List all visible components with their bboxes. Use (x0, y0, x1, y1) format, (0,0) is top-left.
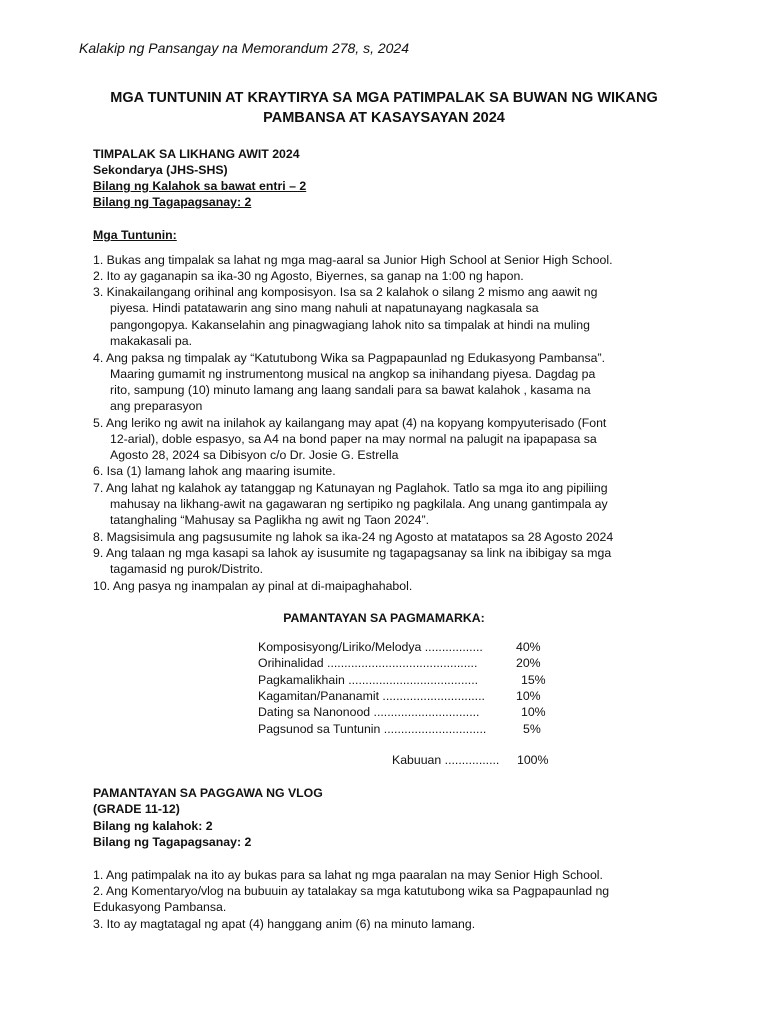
rule-line: 8. Magsisimula ang pagsusumite ng lahok sa ika-24 ng Agosto at matatapos sa 28 Agosto 2024 (93, 530, 614, 544)
rule-line: rito, sampung (10) minuto lamang ang laang sandali para sa bawat kalahok , kasama na (110, 383, 591, 397)
contest1-entrants: Bilang ng Kalahok sa bawat entri – 2 (93, 179, 307, 193)
rule-line: mahusay na likhang-awit na gagawaran ng sertipiko ng pagkilala. Ang unang gantimpala ay (110, 497, 608, 511)
criteria-row (258, 689, 558, 705)
criteria-label: Komposisyong/Liriko/Melodya ................. (258, 640, 483, 654)
vlog-rule-line: 2. Ang Komentaryo/vlog na bubuuin ay tatalakay sa mga katutubong wika sa Pagpapaunlad ng (93, 884, 610, 898)
criteria-total-percent: 100% (517, 753, 549, 767)
criteria-label: Dating sa Nanonood ............................... (258, 705, 480, 719)
rule-line: Agosto 28, 2024 sa Dibisyon c/o Dr. Josie G. Estrella (110, 448, 399, 462)
vlog-rule-line: Edukasyong Pambansa. (93, 900, 227, 914)
criteria-percent: 5% (523, 722, 541, 736)
criteria-percent: 15% (521, 673, 546, 687)
rule-line: 4. Ang paksa ng timpalak ay “Katutubong Wika sa Pagpapaunlad ng Edukasyong Pambansa”. (93, 351, 606, 365)
contest2-entrants: Bilang ng kalahok: 2 (93, 819, 213, 833)
criteria-row (258, 673, 558, 689)
contest2-trainers: Bilang ng Tagapagsanay: 2 (93, 835, 252, 849)
criteria-row (258, 656, 558, 672)
rule-line: tagamasid ng purok/Distrito. (110, 562, 264, 576)
criteria-label: Kagamitan/Pananamit .............................. (258, 689, 485, 703)
document-title-line-2: PAMBANSA AT KASAYSAYAN 2024 (263, 110, 505, 126)
contest1-level: Sekondarya (JHS-SHS) (93, 163, 228, 177)
rule-line: 7. Ang lahat ng kalahok ay tatanggap ng Katunayan ng Paglahok. Tatlo sa mga ito ang pipiliing (93, 481, 608, 495)
rule-line: 2. Ito ay gaganapin sa ika-30 ng Agosto, Biyernes, sa ganap na 1:00 ng hapon. (93, 269, 524, 283)
vlog-rule-line: 3. Ito ay magtatagal ng apat (4) hanggang anim (6) na minuto lamang. (93, 917, 476, 931)
rule-line: 3. Kinakailangang orihinal ang komposisyon. Isa sa 2 kalahok o silang 2 mismo ang aawit ng (93, 285, 598, 299)
vlog-rule-line: 1. Ang patimpalak na ito ay bukas para sa lahat ng mga paaralan na may Senior High School. (93, 868, 603, 882)
criteria-row (258, 705, 558, 721)
criteria-percent: 10% (516, 689, 541, 703)
criteria-row (258, 640, 558, 656)
criteria-percent: 40% (516, 640, 541, 654)
rule-line: tatanghaling “Mahusay sa Paglikha ng awit ng Taon 2024”. (110, 513, 430, 527)
criteria-percent: 20% (516, 656, 541, 670)
contest1-trainers: Bilang ng Tagapagsanay: 2 (93, 195, 252, 209)
criteria-total-row (392, 753, 562, 769)
rule-line: pangongopya. Kakanselahin ang pinagwagiang lahok nito sa timpalak at hindi na muling (110, 318, 590, 332)
rule-line: 5. Ang leriko ng awit na inilahok ay kailangang may apat (4) na kopyang kompyuterisado (Font (93, 416, 607, 430)
criteria-heading: PAMANTAYAN SA PAGMAMARKA: (283, 611, 485, 625)
contest1-name: TIMPALAK SA LIKHANG AWIT 2024 (93, 147, 300, 161)
criteria-label: Pagsunod sa Tuntunin .............................. (258, 722, 487, 736)
criteria-row (258, 722, 558, 738)
rule-line: 1. Bukas ang timpalak sa lahat ng mga mag-aaral sa Junior High School at Senior High School. (93, 253, 613, 267)
rules-heading: Mga Tuntunin: (93, 228, 177, 242)
criteria-label: Orihinalidad ............................................ (258, 656, 478, 670)
rule-line: 12-arial), doble espasyo, sa A4 na bond paper na may normal na palugit na ipapapasa sa (110, 432, 597, 446)
rule-line: Maaring gumamit ng instrumentong musical na angkop sa inihandang piyesa. Dagdag pa (110, 367, 596, 381)
rule-line: makakasali pa. (110, 334, 193, 348)
memo-reference: Kalakip ng Pansangay na Memorandum 278, s, 2024 (79, 40, 409, 56)
criteria-label: Pagkamalikhain ...................................... (258, 673, 479, 687)
criteria-total-label: Kabuuan ................ (392, 753, 500, 767)
rule-line: 9. Ang talaan ng mga kasapi sa lahok ay isusumite ng tagapagsanay sa link na ibibigay sa mga (93, 546, 612, 560)
rule-line: 10. Ang pasya ng inampalan ay pinal at di-maipaghahabol. (93, 579, 413, 593)
contest2-grade: (GRADE 11-12) (93, 802, 180, 816)
criteria-percent: 10% (521, 705, 546, 719)
contest2-name: PAMANTAYAN SA PAGGAWA NG VLOG (93, 786, 323, 800)
rule-line: piyesa. Hindi patatawarin ang sino mang nahuli at napatunayang nagkasala sa (110, 301, 539, 315)
rule-line: ang preparasyon (110, 399, 203, 413)
rule-line: 6. Isa (1) lamang lahok ang maaring isumite. (93, 464, 336, 478)
document-title-line-1: MGA TUNTUNIN AT KRAYTIRYA SA MGA PATIMPALAK SA BUWAN NG WIKANG (110, 90, 658, 106)
